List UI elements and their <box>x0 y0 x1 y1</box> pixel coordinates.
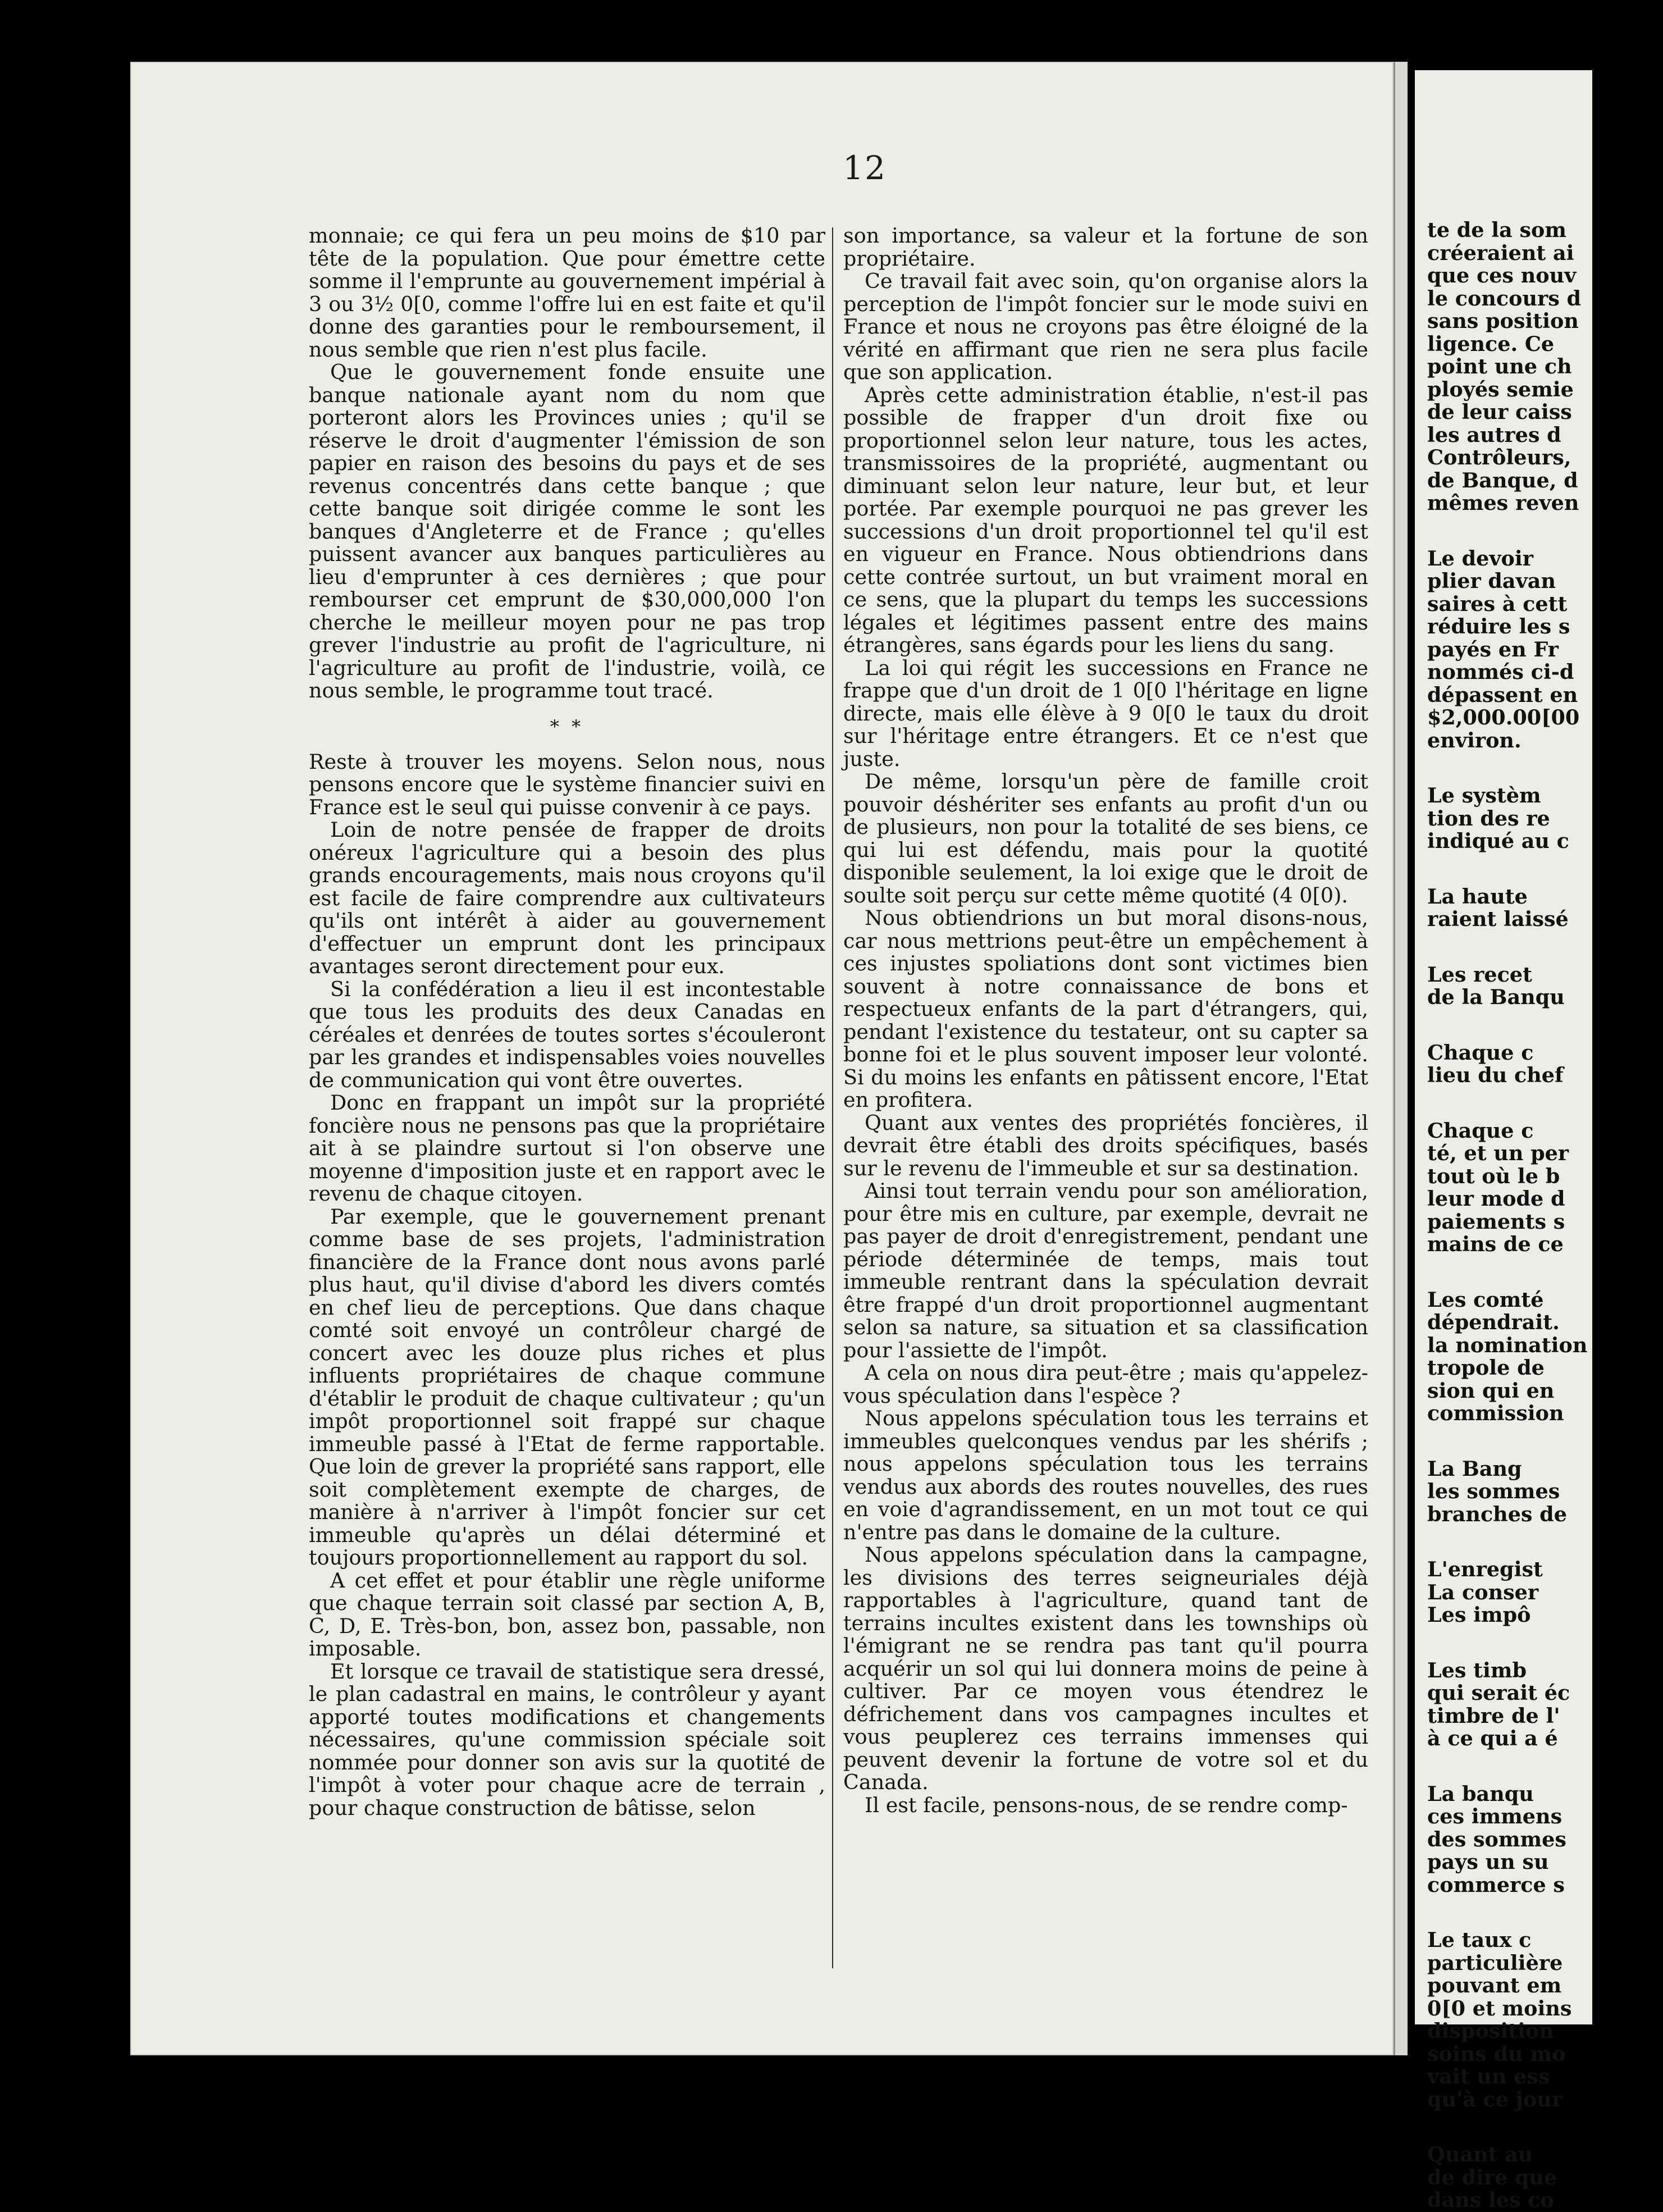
next-page-line: de leur caiss <box>1427 400 1572 424</box>
next-page-line: plier davan <box>1427 569 1556 593</box>
line-gap <box>1427 1627 1663 1659</box>
next-page-line: dans les co <box>1427 2188 1554 2212</box>
next-page-line: tion des re <box>1427 806 1550 831</box>
next-page-line: les sommes <box>1427 1479 1560 1503</box>
line-gap <box>1427 1526 1663 1558</box>
next-page-line: commission <box>1427 1401 1564 1425</box>
next-page-line: qui serait éc <box>1427 1681 1570 1705</box>
next-page-line: indiqué au c <box>1427 829 1569 853</box>
next-page-line: commerce s <box>1427 1872 1565 1897</box>
next-page-line: environ. <box>1427 728 1522 752</box>
paragraph: Et lorsque ce travail de statistique sera dressé, le plan cadastral en mains, le contrôleur y ayant apporté toutes modifications et changements nécessaires, qu'une commission spéciale soit nommée pour donner son avis sur la quotité de l'impôt à voter pour chaque acre de terrain , pour chaque construction de bâtisse, selon <box>309 1659 825 1820</box>
next-page-line: La banqu <box>1427 1781 1534 1806</box>
paragraph: Reste à trouver les moyens. Selon nous, nous pensons encore que le système financier suivi en France est le seul qui puisse convenir à ce pays. <box>309 749 825 819</box>
paragraph: Donc en frappant un impôt sur la propriété foncière nous ne pensons pas que la propriétaire ait à se plaindre surtout si l'on observe une moyenne d'imposition juste et en rapport avec le revenu de chaque citoyen. <box>309 1091 825 1206</box>
paragraph: A cela on nous dira peut-être ; mais qu'appelez-vous spéculation dans l'espèce ? <box>843 1361 1368 1408</box>
next-page-line: des sommes <box>1427 1827 1566 1851</box>
line-gap <box>1427 1896 1663 1929</box>
paragraph: Après cette administration établie, n'est-il pas possible de frapper d'un droit fixe ou proportionnel selon leur nature, tous les actes, transmissoires de la propriété, augmentant ou diminuant selon leur nature, leur but, et leur portée. Par exemple pourquoi ne pas grever les successions d'un droit proportionnel tel qu'il est en vigueur en France. Nous obtiendrions dans cette contrée surtout, un but vraiment moral en ce sens, que la plupart du temps les successions légales et légitimes passent entre des mains étrangères, sans égards pour les liens du sang. <box>843 382 1368 657</box>
paragraph: Nous obtiendrions un but moral disons-nous, car nous mettrions peut-être un empêchement à ces injustes spoliations dont sont victimes bien souvent à notre connaissance de bons et respectueux enfants de la part d'étrangers, qui, pendant l'existence du testateur, ont su capter sa bonne foi et le plus souvent imposer leur volonté. Si du moins les enfants en pâtissent encore, l'Etat en profitera. <box>843 906 1368 1112</box>
line-gap <box>1427 1256 1663 1289</box>
next-page-line: paiements s <box>1427 1209 1565 1234</box>
next-page-line: nommés ci-d <box>1427 660 1574 684</box>
line-gap <box>1427 1750 1663 1783</box>
next-page-line: La Bang <box>1427 1456 1522 1481</box>
next-page-line: 0[0 et moins <box>1427 1996 1572 2021</box>
paragraph: Ce travail fait avec soin, qu'on organise alors la perception de l'impôt foncier sur le mode suivi en France et nous ne croyons pas être éloigné de la vérité en affirmant que rien ne sera plus facile que son application. <box>843 269 1368 384</box>
next-page-line: raient laissé <box>1427 907 1569 931</box>
next-page-line: Les timb <box>1427 1658 1527 1682</box>
next-page-line: Le taux c <box>1427 1928 1532 1952</box>
paragraph: Si la confédération a lieu il est incontestable que tous les produits des deux Canadas en céréales et denrées de toutes sortes s'écouleront par les grandes et indispensables voies nouvelles de communication qui vont être ouvertes. <box>309 977 825 1092</box>
next-page-line: leur mode d <box>1427 1187 1565 1211</box>
next-page-line: branches de <box>1427 1502 1567 1526</box>
right-column <box>843 225 1368 1817</box>
next-page-line: te de la som <box>1427 218 1566 242</box>
next-page-line: sion qui en <box>1427 1378 1555 1403</box>
line-gap <box>1427 752 1663 785</box>
next-page-line: ces immens <box>1427 1804 1563 1828</box>
line-gap <box>1427 1087 1663 1120</box>
next-page-line: Chaque c <box>1427 1040 1534 1065</box>
paragraph: Par exemple, que le gouvernement prenant comme base de ses projets, l'administration financière de la France dont nous avons parlé plus haut, qu'il divise d'abord les divers comtés en chef lieu de perceptions. Que dans chaque comté soit envoyé un contrôleur chargé de concert avec les douze plus riches et plus influents propriétaires de chaque commune d'établir le produit de chaque cultivateur ; qu'un impôt proportionnel soit frappé sur chaque immeuble passé à l'Etat de ferme rapportable. Que loin de grever la propriété sans rapport, elle soit complètement exempte de charges, de manière à n'arriver à l'impôt foncier sur cet immeuble qu'après un délai déterminé et toujours proportionnellement au rapport du sol. <box>309 1204 825 1570</box>
next-page-line: mains de ce <box>1427 1232 1564 1256</box>
next-page-line: à ce qui a é <box>1427 1726 1558 1750</box>
next-page-line: tout où le b <box>1427 1164 1560 1188</box>
next-page-line: timbre de l' <box>1427 1703 1560 1728</box>
paragraph: son importance, sa valeur et la fortune de son propriétaire. <box>843 224 1368 271</box>
next-page-line: ligence. Ce <box>1427 331 1555 356</box>
next-page-line: sans position <box>1427 309 1579 333</box>
paragraph: Il est facile, pensons-nous, de se rendre comp- <box>865 1793 1348 1817</box>
next-page-line: ployés semie <box>1427 377 1574 402</box>
paragraph: A cet effet et pour établir une règle uniforme que chaque terrain soit classé par section A, B, C, D, E. Très-bon, bon, assez bon, passable, non imposable. <box>309 1568 825 1661</box>
paragraph: Ainsi tout terrain vendu pour son amélioration, pour être mis en culture, par exemple, devrait ne pas payer de droit d'enregistrement, pendant une période déterminée de temps, mais tout immeuble rentrant dans la spéculation devrait être frappé d'un droit proportionnel augmentant selon sa nature, sa situation et sa classification pour l'assiette de l'impôt. <box>843 1179 1368 1362</box>
next-page-line: $2,000.00[00 <box>1427 705 1580 729</box>
next-page-line: Contrôleurs, <box>1427 445 1571 469</box>
left-column <box>309 225 825 1819</box>
line-gap <box>1427 931 1663 964</box>
next-page-column <box>1427 219 1663 2212</box>
line-gap <box>1427 853 1663 886</box>
line-gap <box>1427 2111 1663 2143</box>
next-page-line: particulière <box>1427 1950 1563 1975</box>
next-page-line: dépassent en <box>1427 682 1578 707</box>
next-page-line: L'enregist <box>1427 1557 1543 1581</box>
paragraph: Loin de notre pensée de frapper de droits onéreux l'agriculture qui a besoin des plus grands encouragements, mais nous croyons qu'il est facile de faire comprendre aux cultivateurs qu'ils ont intérêt à aider au gouvernement d'effectuer un emprunt dont les principaux avantages seront directement pour eux. <box>309 818 825 978</box>
next-page-line: réduire les s <box>1427 614 1570 638</box>
page-number: 12 <box>843 149 887 187</box>
line-gap <box>1427 515 1663 548</box>
next-page-line: point une ch <box>1427 354 1572 378</box>
next-page-line: la nomination <box>1427 1333 1588 1357</box>
column-divider <box>832 227 833 1968</box>
next-page-line: Les comté <box>1427 1287 1544 1312</box>
next-page-line: Le systèm <box>1427 783 1541 808</box>
next-page-line: tropole de <box>1427 1356 1545 1380</box>
next-page-line: le concours d <box>1427 286 1582 311</box>
next-page-line: Quant au <box>1427 2142 1533 2167</box>
next-page-line: saires à cett <box>1427 591 1568 616</box>
line-gap <box>1427 1425 1663 1458</box>
next-page-line: les autres d <box>1427 422 1561 447</box>
next-page-line: de Banque, d <box>1427 468 1578 492</box>
next-page-line: La conser <box>1427 1580 1539 1604</box>
next-page-line: pays un su <box>1427 1850 1549 1874</box>
next-page-line: La haute <box>1427 884 1528 909</box>
next-page-line: de dire que <box>1427 2165 1557 2190</box>
next-page-line: disposition <box>1427 2019 1554 2043</box>
section-separator: * * <box>550 715 584 737</box>
paragraph: Quant aux ventes des propriétés foncières, il devrait être établi des droits spécifiques, basés sur le revenu de l'immeuble et sur sa destination. <box>843 1110 1368 1180</box>
next-page-line: Le devoir <box>1427 546 1533 571</box>
next-page-line: que ces nouv <box>1427 263 1577 288</box>
paragraph: monnaie; ce qui fera un peu moins de $10 par tête de la population. Que pour émettre cette somme il l'emprunte au gouvernement impérial à 3 ou 3½ 0[0, comme l'offre lui en est faite et qu'il donne des garanties pour le remboursement, il nous semble que rien n'est plus facile. <box>309 224 825 362</box>
next-page-line: Les recet <box>1427 962 1532 987</box>
paragraph: Nous appelons spéculation dans la campagne, les divisions des terres seigneuriales déjà rapportables à l'agriculture, quand tant de terrains incultes existent dans les townships où l'émigrant ne se rendra pas tant qu'il pourra acquérir un sol qui lui donnera moins de peine à cultiver. Par ce moyen vous étendrez le défrichement dans vos campagnes incultes et vous peuplerez ces terrains immenses qui peuvent devenir la fortune de votre sol et du Canada. <box>843 1543 1368 1794</box>
next-page-fragment <box>1415 70 1592 2212</box>
page-edge <box>1394 62 1408 2055</box>
next-page-line: lieu du chef <box>1427 1063 1564 1087</box>
next-page-line: pouvant em <box>1427 1973 1562 1997</box>
next-page-line: vait un ess <box>1427 2064 1550 2088</box>
next-page-line: payés en Fr <box>1427 637 1559 662</box>
next-page-line: Les impô <box>1427 1603 1531 1627</box>
next-page-line: créeraient ai <box>1427 240 1574 265</box>
next-page-line: de la Banqu <box>1427 985 1565 1009</box>
next-page-line: soins du mo <box>1427 2041 1566 2066</box>
next-page-line: Chaque c <box>1427 1118 1534 1143</box>
line-gap <box>1427 1009 1663 1042</box>
paragraph: Nous appelons spéculation tous les terrains et immeubles quelconques vendus par les shérifs ; nous appelons spéculation tous les terrains vendus aux abords des routes nouvelles, des rues en voie d'agrandissement, en un mot tout ce qui n'entre pas dans le domaine de la culture. <box>843 1406 1368 1544</box>
next-page-line: dépendrait. <box>1427 1310 1560 1334</box>
next-page-line: mêmes reven <box>1427 491 1579 515</box>
paragraph: Que le gouvernement fonde ensuite une banque nationale ayant nom du nom que porteront alors les Provinces unies ; qu'il se réserve le droit d'augmenter l'émission de son papier en raison des besoins du pays et de ses revenus concentrés dans cette banque ; que cette banque soit dirigée comme le sont les banques d'Angleterre et de France ; qu'elles puissent avancer aux banques particulières au lieu d'emprunter à ces dernières ; que pour rembourser cet emprunt de $30,000,000 l'on cherche le meilleur moyen pour ne pas trop grever l'industrie au profit de l'agriculture, ni l'agriculture au profit de l'industrie, voilà, ce nous semble, le programme tout tracé. <box>309 360 825 703</box>
paragraph: La loi qui régit les successions en France ne frappe que d'un droit de 1 0[0 l'héritage en ligne directe, mais elle élève à 9 0[0 le taux du droit sur l'héritage entre étrangers. Et ce n'est que juste. <box>843 655 1368 771</box>
next-page-line: té, et un per <box>1427 1141 1569 1165</box>
next-page-line: qu'à ce jour <box>1427 2087 1563 2111</box>
paragraph: De même, lorsqu'un père de famille croit pouvoir déshériter ses enfants au profit d'un ou de plusieurs, non pour la totalité de ses biens, ce qui lui est défendu, mais pour la quotité disponible seulement, la loi exige que le droit de soulte soit perçu sur cette même quotité (4 0[0). <box>843 769 1368 907</box>
